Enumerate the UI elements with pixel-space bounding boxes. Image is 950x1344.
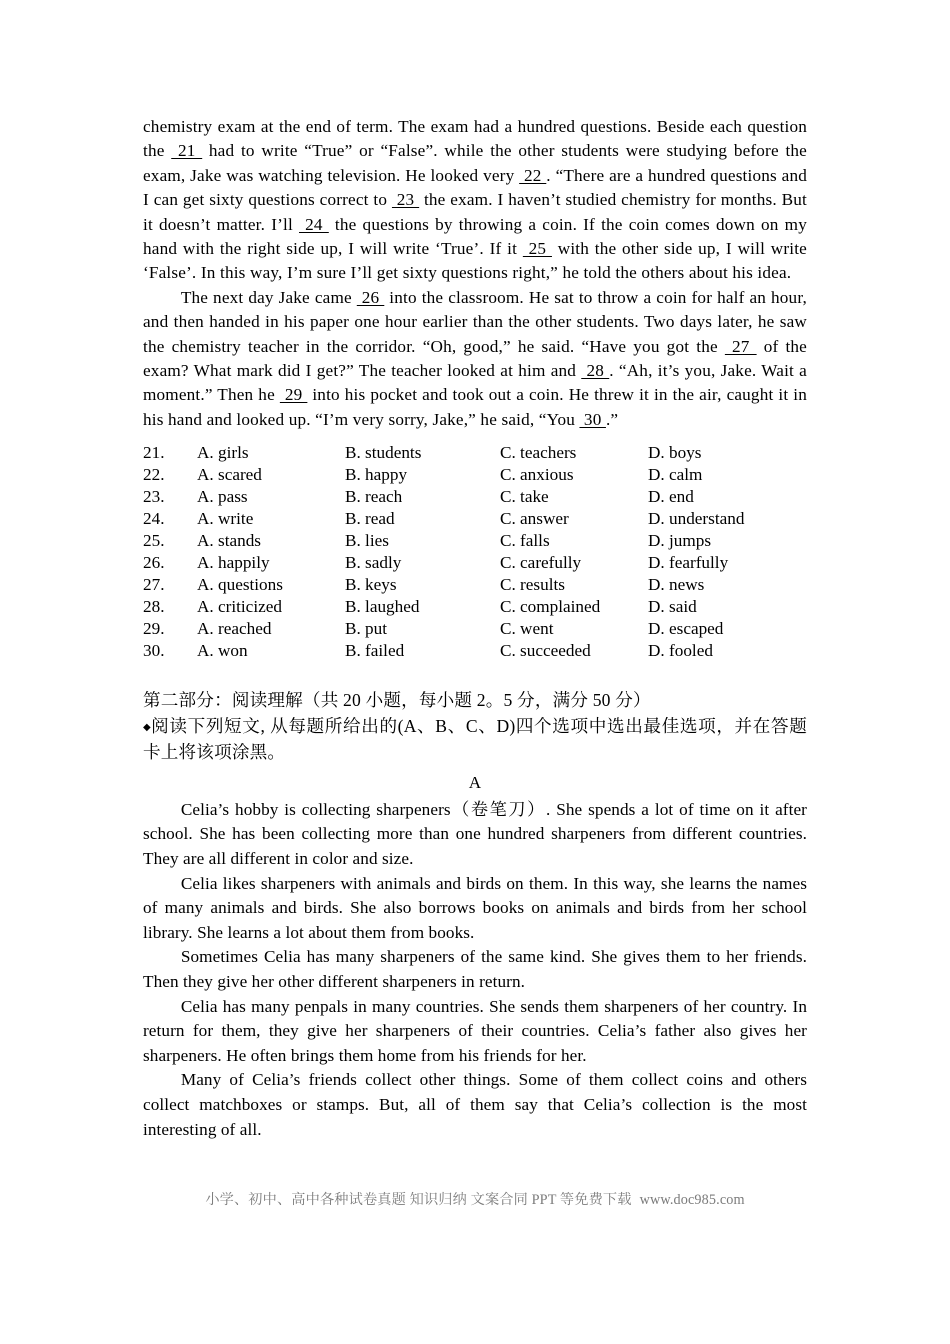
- mc-option-c[interactable]: C. results: [500, 575, 565, 595]
- mc-option-d[interactable]: D. understand: [648, 509, 745, 529]
- cloze-paragraph-1: [143, 115, 807, 286]
- text-run: the questions by throwing a coin. If the coin comes down on my hand with the right side up, I will write ‘True’. If it: [143, 214, 807, 259]
- cloze-paragraph-2: [143, 286, 807, 432]
- section-two-instruction-text: 阅读下列短文, 从每题所给出的(A、B、C、D)四个选项中选出最佳选项，并在答题卡上将该项涂黑。: [143, 715, 807, 763]
- footer-text: 小学、初中、高中各种试卷真题 知识归纳 文案合同 PPT 等免费下载: [205, 1192, 632, 1208]
- mc-option-c[interactable]: C. went: [500, 619, 554, 639]
- footer-url: www.doc985.com: [639, 1192, 745, 1208]
- mc-option-b[interactable]: B. happy: [345, 465, 408, 485]
- mc-option-d[interactable]: D. news: [648, 575, 705, 595]
- mc-question-number: 30.: [143, 641, 165, 661]
- mc-row: [143, 464, 807, 486]
- mc-option-b[interactable]: B. reach: [345, 487, 403, 507]
- text-run: into his pocket and took out a coin. He threw it in the air, caught it in his hand and looked up. “I’m very sorry, Jake,” he said, “You: [143, 385, 807, 429]
- mc-question-number: 28.: [143, 597, 165, 617]
- mc-row: [143, 442, 807, 464]
- text-run: The next day Jake came: [180, 287, 357, 307]
- mc-option-c[interactable]: C. falls: [500, 531, 550, 551]
- mc-option-c[interactable]: C. complained: [500, 597, 601, 617]
- reading-passage-a: [143, 798, 807, 1142]
- mc-option-a[interactable]: A. pass: [197, 487, 248, 507]
- reading-paragraph: Sometimes Celia has many sharpeners of the same kind. She gives them to her friends. Then they give her other different sharpeners in return.: [143, 947, 807, 991]
- mc-question-number: 22.: [143, 465, 165, 485]
- mc-row: [143, 530, 807, 552]
- mc-question-number: 25.: [143, 531, 165, 551]
- mc-option-c[interactable]: C. carefully: [500, 553, 582, 573]
- text-run: of the exam? What mark did I get?” The teacher looked at him and: [143, 336, 807, 381]
- blank-26: 26: [356, 287, 385, 307]
- mc-option-a[interactable]: A. write: [197, 509, 254, 529]
- mc-row: [143, 552, 807, 574]
- reading-paragraph: Many of Celia’s friends collect other things. Some of them collect coins and others collect matchboxes or stamps. But, all of them say that Celia’s collection is the most interesting of all.: [143, 1070, 807, 1139]
- mc-question-number: 27.: [143, 575, 165, 595]
- text-run: . “There are a hundred questions and I can get sixty questions correct to: [143, 165, 807, 210]
- mc-option-a[interactable]: A. stands: [197, 531, 261, 551]
- mc-row: [143, 486, 807, 508]
- mc-option-d[interactable]: D. said: [648, 597, 697, 617]
- mc-option-c[interactable]: C. answer: [500, 509, 569, 529]
- mc-option-b[interactable]: B. failed: [345, 641, 405, 661]
- mc-row: [143, 508, 807, 530]
- mc-option-d[interactable]: D. escaped: [648, 619, 724, 639]
- mc-option-a[interactable]: A. criticized: [197, 597, 282, 617]
- mc-option-a[interactable]: A. girls: [197, 443, 249, 463]
- mc-option-c[interactable]: C. take: [500, 487, 549, 507]
- mc-row: [143, 640, 807, 662]
- mc-question-number: 24.: [143, 509, 165, 529]
- diamond-bullet-icon: ◆: [143, 721, 152, 733]
- mc-option-d[interactable]: D. fooled: [648, 641, 713, 661]
- mc-question-number: 21.: [143, 443, 165, 463]
- reading-paragraph: Celia’s hobby is collecting sharpeners（卷笔刀）. She spends a lot of time on it after school. She has been collecting more than one hundred sharpeners from different countries. They are all different in color and size.: [143, 799, 807, 868]
- multiple-choice-list: [143, 442, 807, 662]
- page-content-column: [143, 115, 807, 1142]
- blank-21: 21: [171, 141, 203, 161]
- mc-option-a[interactable]: A. questions: [197, 575, 283, 595]
- mc-option-d[interactable]: D. fearfully: [648, 553, 729, 573]
- mc-option-b[interactable]: B. sadly: [345, 553, 402, 573]
- mc-option-b[interactable]: B. laughed: [345, 597, 420, 617]
- mc-option-b[interactable]: B. students: [345, 443, 422, 463]
- text-run: had to write “True” or “False”. while the other students were studying before the exam, Jake was watching television. He looked very: [143, 141, 807, 185]
- footer-watermark: [0, 1190, 950, 1210]
- blank-27: 27: [724, 336, 757, 356]
- reading-paragraph: Celia has many penpals in many countries. She sends them sharpeners of her country. In return for them, they give her sharpeners of their countries. Celia’s father also gives her sharpeners. He often brings them home from his friends for her.: [143, 996, 807, 1065]
- blank-24: 24: [299, 214, 329, 234]
- mc-option-b[interactable]: B. lies: [345, 531, 389, 551]
- section-two-instruction: [143, 714, 807, 766]
- mc-option-d[interactable]: D. calm: [648, 465, 703, 485]
- mc-option-b[interactable]: B. put: [345, 619, 388, 639]
- mc-option-d[interactable]: D. boys: [648, 443, 702, 463]
- text-run: the exam. I haven’t studied chemistry for months. But it doesn’t matter. I’ll: [143, 190, 807, 234]
- cloze-passage: [143, 115, 807, 432]
- mc-question-number: 23.: [143, 487, 165, 507]
- blank-28: 28: [581, 361, 610, 381]
- mc-option-d[interactable]: D. end: [648, 487, 694, 507]
- mc-option-b[interactable]: B. keys: [345, 575, 397, 595]
- mc-row: [143, 574, 807, 596]
- blank-29: 29: [279, 385, 308, 405]
- mc-option-a[interactable]: A. scared: [197, 465, 262, 485]
- mc-question-number: 29.: [143, 619, 165, 639]
- text-run: chemistry exam at the end of term. The exam had a hundred questions. Beside each question the: [143, 117, 807, 161]
- mc-row: [143, 618, 807, 640]
- blank-30: 30: [579, 409, 606, 429]
- mc-option-a[interactable]: A. won: [197, 641, 248, 661]
- mc-option-d[interactable]: D. jumps: [648, 531, 712, 551]
- blank-22: 22: [519, 165, 547, 185]
- mc-option-c[interactable]: C. anxious: [500, 465, 574, 485]
- blank-25: 25: [522, 239, 552, 259]
- mc-row: [143, 596, 807, 618]
- mc-option-a[interactable]: A. reached: [197, 619, 272, 639]
- reading-paragraph: Celia likes sharpeners with animals and birds on them. In this way, she learns the names of many animals and birds. She also borrows books on animals and birds from her school library. She learns a lot about them from books.: [143, 873, 807, 942]
- text-run: with the other side up, I will write ‘False’. In this way, I’m sure I’ll get sixty questions right,” he told the others about his idea.: [143, 239, 807, 283]
- text-run: into the classroom. He sat to throw a coin for half an hour, and then handed in his paper one hour earlier than the other students. Two days later, he saw the chemistry teacher in the corridor. “Oh, good,” he said. “Have you got the: [143, 287, 807, 356]
- mc-question-number: 26.: [143, 553, 165, 573]
- text-run: .”: [605, 409, 619, 429]
- mc-option-c[interactable]: C. teachers: [500, 443, 577, 463]
- mc-option-a[interactable]: A. happily: [197, 553, 270, 573]
- blank-23: 23: [391, 190, 420, 210]
- passage-letter-a: A: [468, 772, 482, 792]
- text-run: . “Ah, it’s you, Jake. Wait a moment.” Then he: [143, 361, 807, 405]
- section-two-heading: 第二部分：阅读理解（共 20 小题，每小题 2。5 分，满分 50 分）: [143, 690, 651, 711]
- mc-option-c[interactable]: C. succeeded: [500, 641, 591, 661]
- section-two-block: [143, 688, 807, 766]
- mc-option-b[interactable]: B. read: [345, 509, 395, 529]
